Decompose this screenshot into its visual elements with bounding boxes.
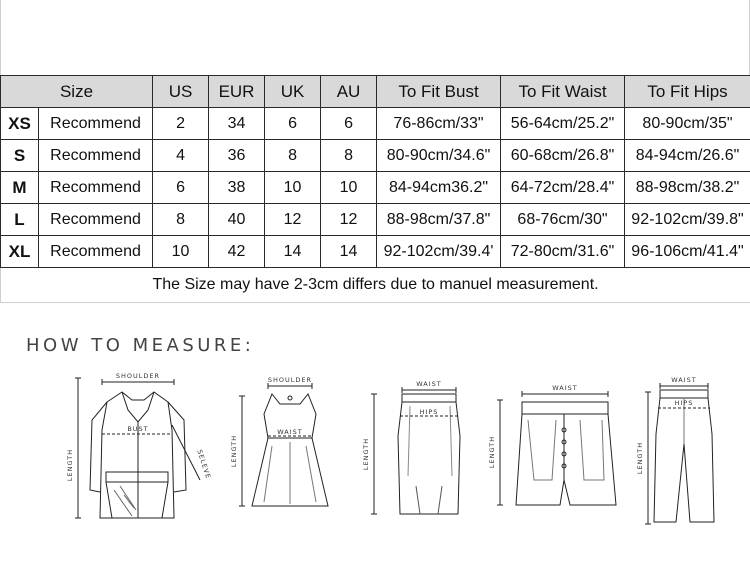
coat-sketch — [62, 370, 212, 525]
coat-shoulder-label: SHOULDER — [115, 372, 161, 380]
us-cell: 6 — [153, 172, 209, 204]
table-header-row — [1, 76, 750, 108]
us-cell: 10 — [153, 236, 209, 268]
waist-cell: 64-72cm/28.4" — [501, 172, 625, 204]
header-bust: To Fit Bust — [377, 76, 501, 108]
dress-sketch — [228, 374, 338, 514]
us-cell: 2 — [153, 108, 209, 140]
hips-cell: 80-90cm/35" — [625, 108, 750, 140]
bust-cell: 88-98cm/37.8" — [377, 204, 501, 236]
table-row — [1, 236, 750, 268]
bust-cell: 92-102cm/39.4' — [377, 236, 501, 268]
hips-cell: 96-106cm/41.4" — [625, 236, 750, 268]
waist-cell: 60-68cm/26.8" — [501, 140, 625, 172]
au-cell: 8 — [321, 140, 377, 172]
shorts-sketch — [488, 380, 628, 515]
eur-cell: 34 — [209, 108, 265, 140]
pants-hips-label: HIPS — [674, 399, 694, 407]
size-cell: L — [1, 204, 39, 236]
shorts-diagram — [488, 380, 628, 520]
eur-cell: 40 — [209, 204, 265, 236]
au-cell: 10 — [321, 172, 377, 204]
size-cell: XS — [1, 108, 39, 140]
pants-waist-label: WAIST — [671, 376, 697, 384]
dress-shoulder-label: SHOULDER — [267, 376, 313, 384]
skirt-diagram — [358, 376, 468, 526]
size-cell: M — [1, 172, 39, 204]
waist-cell: 72-80cm/31.6" — [501, 236, 625, 268]
bust-cell: 80-90cm/34.6" — [377, 140, 501, 172]
eur-cell: 38 — [209, 172, 265, 204]
pants-sketch — [636, 374, 736, 529]
skirt-waist-label: WAIST — [416, 380, 442, 388]
skirt-sketch — [358, 376, 468, 521]
size-cell: S — [1, 140, 39, 172]
recommend-cell: Recommend — [39, 172, 153, 204]
us-cell: 8 — [153, 204, 209, 236]
table-row — [1, 108, 750, 140]
eur-cell: 36 — [209, 140, 265, 172]
recommend-cell: Recommend — [39, 236, 153, 268]
shorts-waist-label: WAIST — [552, 384, 578, 392]
us-cell: 4 — [153, 140, 209, 172]
recommend-cell: Recommend — [39, 204, 153, 236]
size-note: The Size may have 2-3cm differs due to manuel measurement. — [1, 268, 750, 303]
hips-cell: 88-98cm/38.2" — [625, 172, 750, 204]
top-blank-area — [0, 0, 750, 75]
uk-cell: 12 — [265, 204, 321, 236]
dress-waist-label: WAIST — [277, 428, 303, 436]
coat-sleeve-label: SELEVE — [195, 448, 213, 481]
header-uk: UK — [265, 76, 321, 108]
au-cell: 14 — [321, 236, 377, 268]
pants-diagram — [636, 374, 736, 534]
header-au: AU — [321, 76, 377, 108]
dress-diagram — [228, 374, 338, 519]
au-cell: 6 — [321, 108, 377, 140]
pants-length-label: LENGTH — [636, 441, 644, 475]
bust-cell: 84-94cm36.2" — [377, 172, 501, 204]
dress-length-label: LENGTH — [230, 434, 238, 468]
header-eur: EUR — [209, 76, 265, 108]
recommend-cell: Recommend — [39, 140, 153, 172]
eur-cell: 42 — [209, 236, 265, 268]
header-waist: To Fit Waist — [501, 76, 625, 108]
uk-cell: 6 — [265, 108, 321, 140]
note-row — [1, 268, 750, 303]
bust-cell: 76-86cm/33" — [377, 108, 501, 140]
shorts-length-label: LENGTH — [488, 435, 496, 469]
coat-length-label: LENGTH — [66, 448, 74, 482]
skirt-hips-label: HIPS — [419, 408, 439, 416]
recommend-cell: Recommend — [39, 108, 153, 140]
header-hips: To Fit Hips — [625, 76, 750, 108]
hips-cell: 92-102cm/39.8" — [625, 204, 750, 236]
waist-cell: 68-76cm/30" — [501, 204, 625, 236]
coat-diagram — [62, 370, 212, 530]
uk-cell: 8 — [265, 140, 321, 172]
table-row — [1, 140, 750, 172]
header-size: Size — [1, 76, 153, 108]
hips-cell: 84-94cm/26.6" — [625, 140, 750, 172]
waist-cell: 56-64cm/25.2" — [501, 108, 625, 140]
uk-cell: 10 — [265, 172, 321, 204]
coat-bust-label: BUST — [127, 425, 149, 433]
table-row — [1, 172, 750, 204]
how-to-measure-title: HOW TO MEASURE: — [26, 335, 255, 356]
skirt-length-label: LENGTH — [362, 437, 370, 471]
header-us: US — [153, 76, 209, 108]
uk-cell: 14 — [265, 236, 321, 268]
size-chart-table — [0, 75, 750, 303]
table-row — [1, 204, 750, 236]
size-cell: XL — [1, 236, 39, 268]
au-cell: 12 — [321, 204, 377, 236]
